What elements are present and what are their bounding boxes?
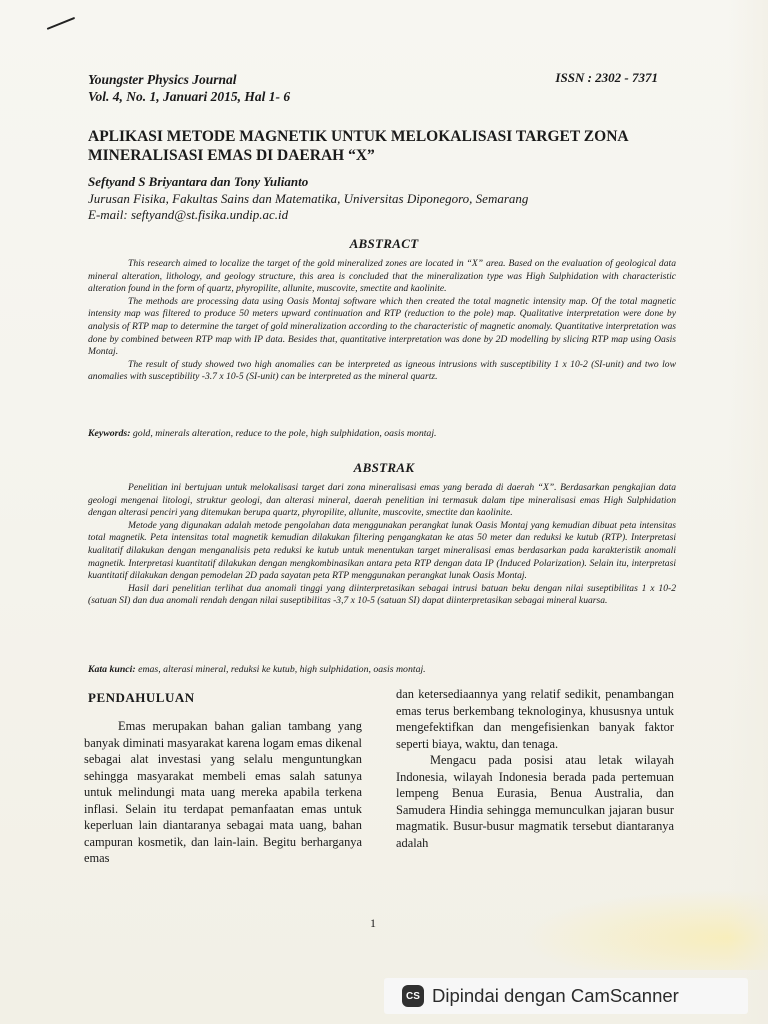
paper-title: APLIKASI METODE MAGNETIK UNTUK MELOKALISASI TARGET ZONA MINERALISASI EMAS DI DAERAH “X” bbox=[88, 128, 628, 164]
body-paragraph: Emas merupakan bahan galian tambang yang banyak diminati masyarakat karena logam emas dikenal sebagai alat investasi yang selalu menguntungkan sehingga masyarakat membeli emas salah satunya untuk melindungi mata uang mereka apabila terkena inflasi. Selain itu terdapat pemanfaatan emas untuk keperluan lain diantaranya sebagai mata uang, bahan campuran kosmetik, dan lain-lain. Begitu berharganya emas bbox=[84, 719, 362, 865]
keywords-label: Keywords: bbox=[88, 428, 131, 439]
body-right-column bbox=[396, 686, 674, 851]
kata-kunci-label: Kata kunci: bbox=[88, 664, 136, 675]
camscanner-badge bbox=[384, 978, 748, 1014]
author-names: Seftyand S Briyantara dan Tony Yulianto bbox=[88, 174, 309, 189]
author-email: E-mail: seftyand@st.fisika.undip.ac.id bbox=[88, 207, 289, 222]
body-left-column bbox=[84, 718, 362, 867]
body-paragraph: dan ketersediaannya yang relatif sedikit, penambangan emas terus berkembang teknologinya, khususnya untuk mengefektifkan dan mengefisienkan banyak faktor seperti biaya, waktu, dan tenaga. bbox=[396, 687, 674, 751]
abstract-keywords bbox=[88, 428, 676, 439]
abstract-paragraph: The methods are processing data using Oasis Montaj software which then created the total magnetic intensity map. Of the total magnetic intensity map was filtered to produce 50 meters upward continuation and RTP (reduction to the pole) map. Qualitative interpretation were done by analysis of RTP map to determine the target of gold mineralization according to the characteristic of magnetic anomaly. Quantitative interpretation was done by combined between RTP map with IP data. Besides that, quantitative interpretation was done by 2D modelling by slicing RTP map using Oasis Montaj. bbox=[88, 295, 676, 358]
page-number: 1 bbox=[370, 916, 376, 930]
pen-mark bbox=[47, 17, 76, 30]
section-heading: PENDAHULUAN bbox=[88, 690, 195, 705]
camscanner-label: Dipindai dengan CamScanner bbox=[432, 985, 679, 1006]
keywords-text: gold, minerals alteration, reduce to the pole, high sulphidation, oasis montaj. bbox=[132, 428, 437, 439]
paper-stain bbox=[520, 890, 768, 970]
abstrak-paragraph: Metode yang digunakan adalah metode pengolahan data menggunakan perangkat lunak Oasis Montaj yang kemudian dibuat peta intensitas total magnetik. Peta intensitas total magnetik kemudian dilakukan filtering pengangkatan ke atas 50 meter dan reduksi ke kutub (RTP). Interpretasi kualitatif dilakukan dengan menganalisis peta reduksi ke kutub untuk menentukan target mineralisasi emas berdasarkan pada karakteristik anomali magnetik. Interpretasi kuantitatif dilakukan dengan mengkombinasikan antara peta RTP dengan data IP (Induced Polarization). Selain itu, interpretasi kuantitatif dilakukan dengan pemodelan 2D pada sayatan peta RTP menggunakan perangkat lunak Oasis Montaj. bbox=[88, 519, 676, 582]
journal-name: Youngster Physics Journal bbox=[88, 72, 237, 87]
abstract-heading: ABSTRACT bbox=[349, 236, 419, 251]
abstrak-keywords bbox=[88, 664, 676, 675]
author-affiliation: Jurusan Fisika, Fakultas Sains dan Matematika, Universitas Diponegoro, Semarang bbox=[88, 190, 529, 206]
journal-issue: Vol. 4, No. 1, Januari 2015, Hal 1- 6 bbox=[88, 89, 291, 104]
abstract-body bbox=[88, 258, 676, 384]
abstrak-paragraph: Hasil dari penelitian terlihat dua anomali tinggi yang diinterpretasikan sebagai intrusi batuan beku dengan nilai suseptibilitas 1 x 10-2 (satuan SI) dan dua anomali rendah dengan nilai suseptibilitas -3,7 x 10-5 (satuan SI) dapat diinterpretasikan sebagai mineral kuarsa. bbox=[88, 582, 676, 607]
abstract-paragraph: This research aimed to localize the target of the gold mineralized zones are located in “X” area. Based on the evaluation of geological data mineral alteration, lithology, and geology structure, this area is concluded that the mineralization type was High Sulphidation with characteristic alteration found in the form of quartz, phyropilite, allunite, muscovite, smectite and kaolinite. bbox=[88, 258, 676, 295]
kata-kunci-text: emas, alterasi mineral, reduksi ke kutub, high sulphidation, oasis montaj. bbox=[138, 664, 426, 675]
journal-header bbox=[88, 71, 290, 105]
abstract-paragraph: The result of study showed two high anomalies can be interpreted as igneous intrusions with susceptibility 1 x 10-2 (SI-unit) and two low anomalies with susceptibility -3.7 x 10-5 (SI-unit) can be interpreted as the mineral quartz. bbox=[88, 358, 676, 383]
author-block bbox=[88, 174, 528, 224]
abstrak-paragraph: Penelitian ini bertujuan untuk melokalisasi target dari zona mineralisasi emas yang berada di daerah “X”. Berdasarkan pengkajian data geologi mengenai litologi, struktur geologi, dan alterasi mineral, daerah penelitian ini termasuk dalam tipe mineralisasi emas High Sulphidation dengan alterasi penciri yang ditemukan berupa quartz, phyropilite, allunite, muscovite, smectite dan kaolinite. bbox=[88, 482, 676, 519]
issn-label: ISSN : 2302 - 7371 bbox=[555, 70, 658, 85]
camscanner-logo-icon: CS bbox=[402, 985, 424, 1007]
abstrak-heading: ABSTRAK bbox=[353, 460, 415, 475]
abstrak-body bbox=[88, 482, 676, 608]
body-paragraph: Mengacu pada posisi atau letak wilayah Indonesia, wilayah Indonesia berada pada pertemuan lempeng Benua Eurasia, Benua Australia, dan Samudera Hindia sehingga memunculkan jajaran busur magmatik. Busur-busur magmatik tersebut diantaranya adalah bbox=[396, 753, 674, 850]
